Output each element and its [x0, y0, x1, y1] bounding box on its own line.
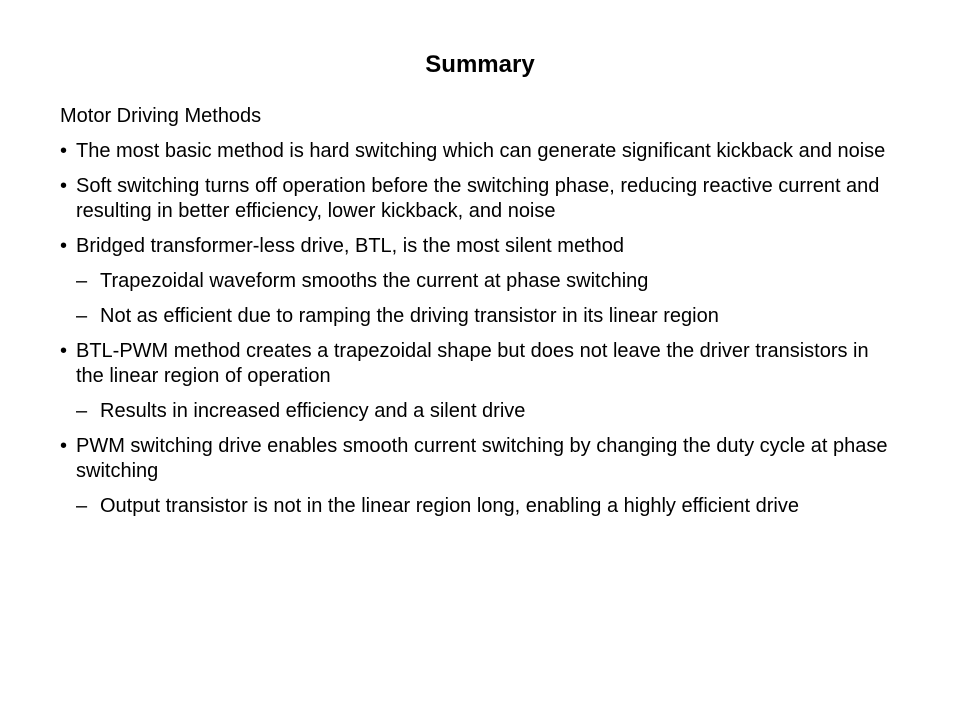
- bullet-marker: •: [60, 175, 68, 197]
- sub-bullet-marker: –: [76, 495, 88, 517]
- sub-bullet-marker: –: [76, 305, 88, 327]
- sub-bullet-item: [60, 304, 900, 329]
- bullet-item: [60, 234, 900, 259]
- sub-bullet-marker: –: [76, 270, 88, 292]
- bullet-item: [60, 139, 900, 164]
- sub-bullet-item: [60, 269, 900, 294]
- bullet-text: PWM switching drive enables smooth current switching by changing the duty cycle at phase switching: [76, 435, 888, 482]
- bullet-text: Bridged transformer-less drive, BTL, is the most silent method: [76, 235, 624, 257]
- section-subheading: Motor Driving Methods: [60, 105, 262, 127]
- sub-bullet-text: Not as efficient due to ramping the driving transistor in its linear region: [100, 305, 719, 327]
- sub-bullet-text: Trapezoidal waveform smooths the current at phase switching: [100, 270, 649, 292]
- bullet-marker: •: [60, 235, 68, 257]
- sub-bullet-item: [60, 494, 900, 519]
- bullet-marker: •: [60, 435, 68, 457]
- bullet-item: [60, 339, 900, 389]
- bullet-text: Soft switching turns off operation before the switching phase, reducing reactive current and resulting in better efficiency, lower kickback, and noise: [76, 175, 880, 222]
- sub-bullet-text: Output transistor is not in the linear region long, enabling a highly efficient drive: [100, 495, 799, 517]
- sub-bullet-text: Results in increased efficiency and a silent drive: [100, 400, 526, 422]
- sub-bullet-item: [60, 399, 900, 424]
- sub-bullet-marker: –: [76, 400, 88, 422]
- bullet-item: [60, 174, 900, 224]
- bullet-text: BTL-PWM method creates a trapezoidal shape but does not leave the driver transistors in the linear region of operation: [76, 340, 869, 387]
- bullet-text: The most basic method is hard switching which can generate significant kickback and noise: [76, 140, 886, 162]
- bullet-marker: •: [60, 340, 68, 362]
- bullet-item: [60, 434, 900, 484]
- slide-title: Summary: [425, 51, 535, 78]
- slide-content: [60, 104, 900, 529]
- bullet-marker: •: [60, 140, 68, 162]
